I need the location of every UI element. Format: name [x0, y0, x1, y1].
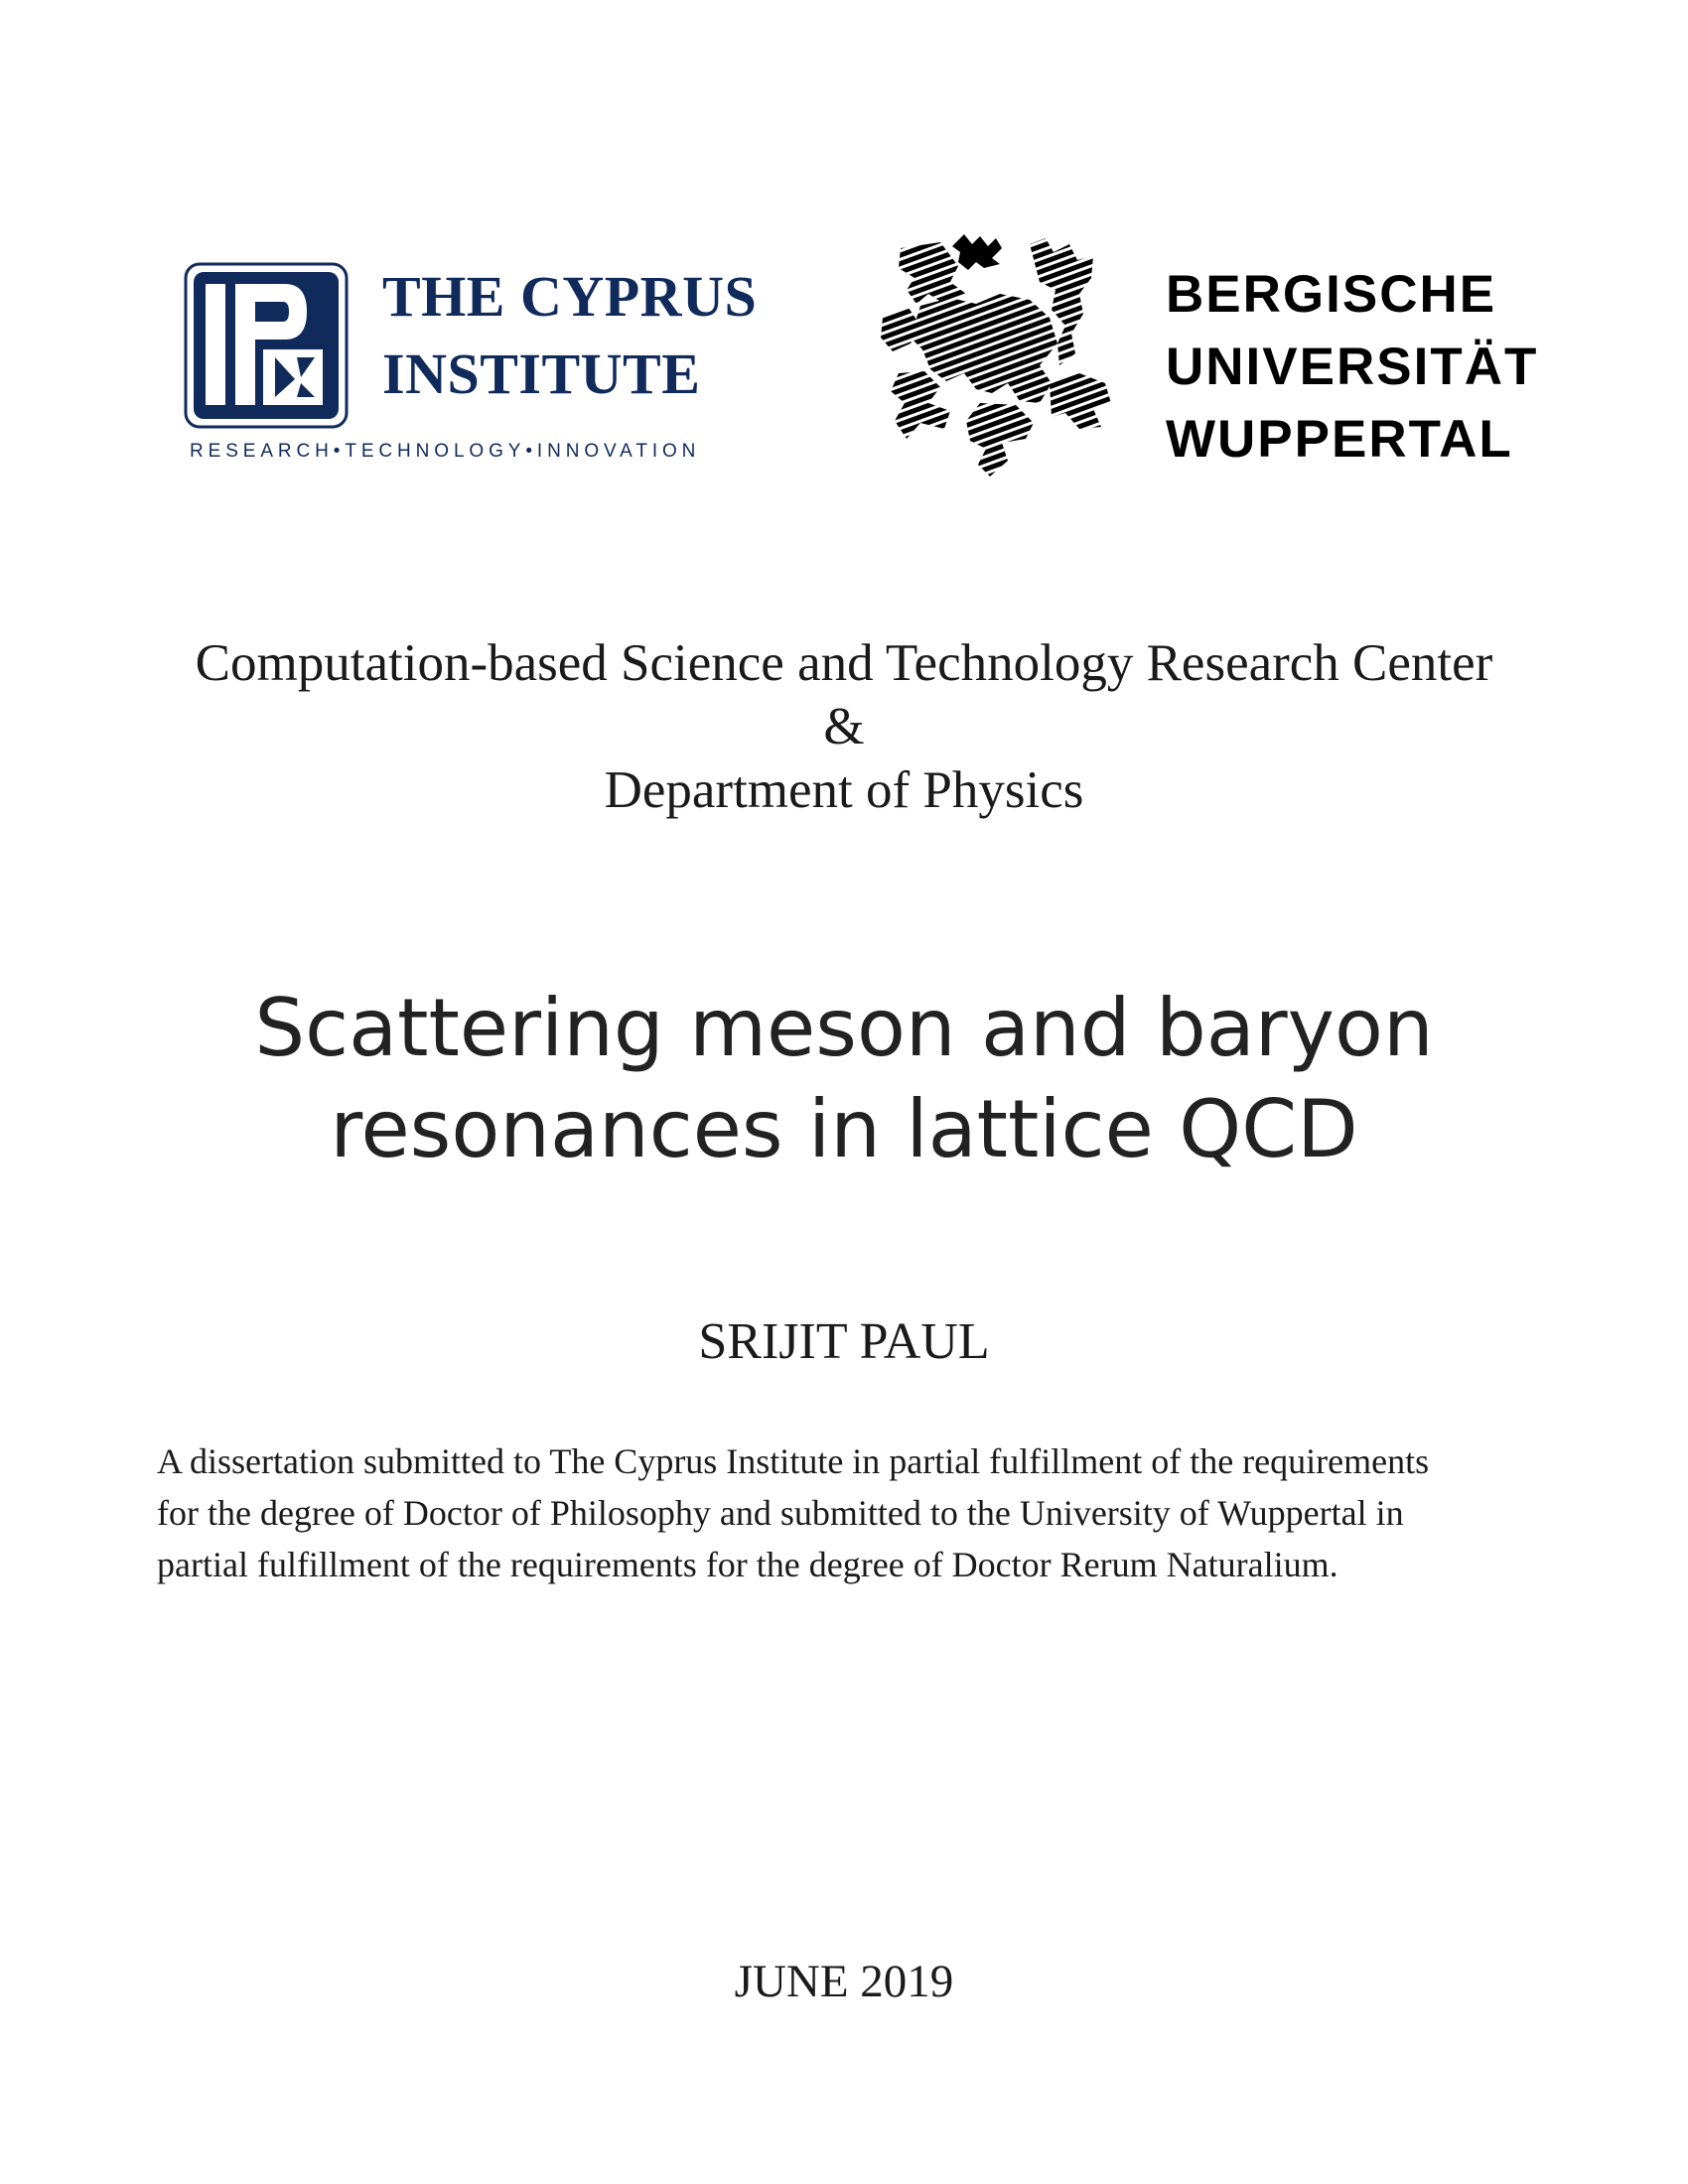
wuppertal-name-line-2: UNIVERSITÄT [1166, 338, 1539, 396]
submission-date: JUNE 2019 [734, 1956, 954, 2007]
cyprus-institute-logo [184, 262, 779, 471]
statement-line-3: partial fulfillment of the requirements for the degree of Doctor Rerum Naturalium. [157, 1545, 1338, 1584]
cyprus-name-line-2: INSTITUTE [382, 341, 701, 406]
lion-crest-icon [881, 234, 1111, 477]
title-line-1: Scattering meson and baryon [254, 982, 1434, 1074]
statement-line-1: A dissertation submitted to The Cyprus Institute in partial fulfillment of the requirements [157, 1441, 1430, 1481]
submission-statement [157, 1435, 1547, 1590]
wuppertal-name-line-1: BERGISCHE [1166, 265, 1497, 324]
department-line-2: & [823, 698, 865, 755]
author-name: SRIJIT PAUL [698, 1313, 990, 1370]
wuppertal-university-logo [881, 234, 1576, 482]
title-line-2: resonances in lattice QCD [330, 1083, 1358, 1175]
wuppertal-university-name [1166, 258, 1538, 476]
statement-line-2: for the degree of Doctor of Philosophy and submitted to the University of Wuppertal in [157, 1493, 1404, 1533]
cyprus-tagline: RESEARCH•TECHNOLOGY•INNOVATION [190, 441, 701, 462]
department-line-3: Department of Physics [604, 761, 1084, 819]
wuppertal-name-line-3: WUPPERTAL [1166, 410, 1513, 469]
dissertation-title [0, 978, 1688, 1180]
department-line-1: Computation-based Science and Technology Research Center [195, 634, 1493, 692]
cyprus-institute-emblem-icon [184, 262, 349, 429]
logo-header [0, 0, 1688, 496]
cyprus-name-line-1: THE CYPRUS [382, 264, 758, 329]
cyprus-institute-name [382, 264, 758, 423]
department-heading [0, 631, 1688, 822]
